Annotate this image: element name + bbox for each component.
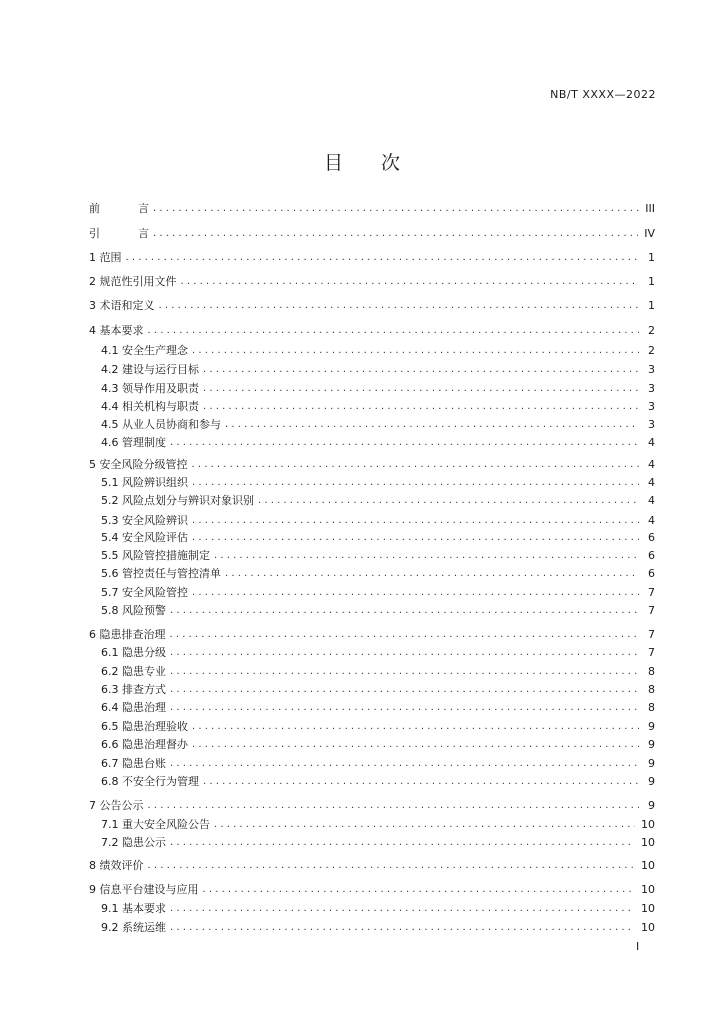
toc-entry[interactable]: [101, 343, 655, 359]
toc-entry-page: 3: [648, 363, 655, 376]
toc-leader-dots: [170, 901, 635, 917]
toc-leader-dots: [214, 817, 635, 833]
toc-entry-label: 4 基本要求: [89, 324, 144, 337]
toc-entry-page: 4: [648, 436, 655, 449]
toc-leader-dots: [153, 226, 638, 242]
toc-leader-dots: [170, 664, 639, 680]
toc-entry-label: 4.2 建设与运行目标: [101, 363, 199, 376]
toc-entry-page: 7: [648, 646, 655, 659]
toc-entry-label: 6.5 隐患治理验收: [101, 720, 188, 733]
toc-entry-label: 4.1 安全生产理念: [101, 344, 188, 357]
toc-entry-label: 5.2 风险点划分与辨识对象识别: [101, 494, 254, 507]
toc-entry[interactable]: [101, 700, 655, 716]
toc-entry-page: 6: [648, 549, 655, 562]
toc-entry-label: 前 言: [89, 202, 149, 215]
toc-entry[interactable]: [101, 774, 655, 790]
toc-entry[interactable]: [101, 719, 655, 735]
toc-leader-dots: [258, 493, 639, 509]
toc-entry[interactable]: [101, 548, 655, 564]
toc-entry-label: 9.2 系统运维: [101, 921, 166, 934]
toc-leader-dots: [170, 835, 635, 851]
toc-entry-page: 8: [648, 683, 655, 696]
toc-entry-label: 6.4 隐患治理: [101, 701, 166, 714]
toc-entry-page: 9: [648, 757, 655, 770]
toc-entry-label: 5.5 风险管控措施制定: [101, 549, 210, 562]
toc-entry-page: 10: [641, 859, 655, 872]
toc-leader-dots: [148, 858, 636, 874]
toc-entry-label: 7.2 隐患公示: [101, 836, 166, 849]
toc-entry-page: 3: [648, 418, 655, 431]
toc-entry-label: 4.4 相关机构与职责: [101, 400, 199, 413]
toc-leader-dots: [170, 627, 640, 643]
toc-entry-page: 10: [641, 818, 655, 831]
toc-entry-label: 5.8 风险预警: [101, 604, 166, 617]
toc-entry-page: 6: [648, 567, 655, 580]
toc-entry-page: 2: [648, 344, 655, 357]
toc-leader-dots: [192, 530, 639, 546]
toc-leader-dots: [170, 682, 639, 698]
toc-leader-dots: [181, 274, 640, 290]
toc-entry-page: 10: [641, 921, 655, 934]
toc-entry[interactable]: [101, 493, 655, 509]
page-title: 目次: [323, 152, 438, 174]
toc-entry-page: 3: [648, 382, 655, 395]
toc-entry-page: 8: [648, 701, 655, 714]
toc-entry-label: 9.1 基本要求: [101, 902, 166, 915]
toc-entry-label: 引 言: [89, 227, 149, 240]
toc-entry[interactable]: [89, 274, 655, 290]
toc-leader-dots: [203, 362, 639, 378]
toc-entry[interactable]: [101, 435, 655, 451]
toc-entry-label: 4.6 管理制度: [101, 436, 166, 449]
toc-leader-dots: [170, 435, 639, 451]
toc-entry-label: 6.6 隐患治理督办: [101, 738, 188, 751]
toc-entry-page: 9: [648, 775, 655, 788]
toc-entry[interactable]: [101, 362, 655, 378]
toc-entry[interactable]: [101, 475, 655, 491]
toc-entry[interactable]: [89, 250, 655, 266]
toc-leader-dots: [225, 566, 639, 582]
toc-entry[interactable]: [89, 858, 655, 874]
toc-entry-page: 2: [648, 324, 655, 337]
toc-leader-dots: [126, 250, 640, 266]
toc-leader-dots: [192, 457, 640, 473]
toc-entry-label: 4.3 领导作用及职责: [101, 382, 199, 395]
toc-entry-page: 9: [648, 720, 655, 733]
toc-entry-label: 5.6 管控责任与管控清单: [101, 567, 221, 580]
toc-entry[interactable]: [101, 645, 655, 661]
toc-entry-label: 6.8 不安全行为管理: [101, 775, 199, 788]
toc-entry[interactable]: [101, 566, 655, 582]
toc-entry-page: IV: [644, 227, 655, 240]
toc-entry-label: 6.3 排查方式: [101, 683, 166, 696]
toc-leader-dots: [148, 798, 640, 814]
toc-leader-dots: [170, 756, 639, 772]
toc-leader-dots: [170, 603, 639, 619]
toc-entry-page: 6: [648, 531, 655, 544]
toc-entry[interactable]: [101, 835, 655, 851]
toc-entry[interactable]: [89, 298, 655, 314]
toc-entry[interactable]: [89, 882, 655, 898]
toc-entry-page: 7: [648, 604, 655, 617]
toc-leader-dots: [203, 381, 639, 397]
toc-entry-label: 6.7 隐患台账: [101, 757, 166, 770]
toc-entry-label: 4.5 从业人员协商和参与: [101, 418, 221, 431]
toc-entry[interactable]: [101, 417, 655, 433]
toc-entry-page: 4: [648, 476, 655, 489]
toc-entry[interactable]: [89, 323, 655, 339]
toc-leader-dots: [203, 774, 639, 790]
toc-entry-page: 3: [648, 400, 655, 413]
toc-entry-label: 6.1 隐患分级: [101, 646, 166, 659]
toc-entry-page: 8: [648, 665, 655, 678]
toc-entry[interactable]: [101, 603, 655, 619]
toc-entry-page: III: [645, 202, 655, 215]
toc-entry[interactable]: [101, 901, 655, 917]
toc-entry-page: 10: [641, 883, 655, 896]
toc-entry-label: 5 安全风险分级管控: [89, 458, 188, 471]
toc-entry-label: 7 公告公示: [89, 799, 144, 812]
page-number: I: [636, 940, 640, 953]
toc-entry-label: 1 范围: [89, 251, 122, 264]
toc-leader-dots: [170, 920, 635, 936]
toc-entry[interactable]: [101, 737, 655, 753]
toc-entry[interactable]: [89, 627, 655, 643]
toc-leader-dots: [192, 475, 639, 491]
toc-leader-dots: [225, 417, 639, 433]
toc-entry-label: 2 规范性引用文件: [89, 275, 177, 288]
toc-entry[interactable]: [89, 798, 655, 814]
toc-leader-dots: [203, 882, 636, 898]
toc-leader-dots: [192, 585, 639, 601]
toc-leader-dots: [170, 645, 639, 661]
toc-entry-page: 1: [648, 299, 655, 312]
toc-entry-label: 7.1 重大安全风险公告: [101, 818, 210, 831]
toc-entry-label: 5.4 安全风险评估: [101, 531, 188, 544]
toc-entry-label: 6.2 隐患专业: [101, 665, 166, 678]
toc-entry[interactable]: [101, 513, 655, 529]
toc-entry[interactable]: [101, 381, 655, 397]
toc-entry[interactable]: [101, 756, 655, 772]
toc-entry-label: 6 隐患排查治理: [89, 628, 166, 641]
toc-entry-label: 3 术语和定义: [89, 299, 155, 312]
toc-leader-dots: [159, 298, 640, 314]
toc-entry-label: 5.1 风险辨识组织: [101, 476, 188, 489]
toc-entry[interactable]: [101, 682, 655, 698]
toc-entry[interactable]: [101, 399, 655, 415]
toc-entry[interactable]: [101, 817, 655, 833]
toc-entry[interactable]: [101, 530, 655, 546]
toc-leader-dots: [148, 323, 640, 339]
toc-entry-label: 9 信息平台建设与应用: [89, 883, 199, 896]
toc-entry-page: 7: [648, 628, 655, 641]
toc-entry[interactable]: [89, 457, 655, 473]
toc-entry-page: 4: [648, 458, 655, 471]
toc-leader-dots: [192, 343, 639, 359]
toc-entry[interactable]: [101, 664, 655, 680]
toc-entry-page: 9: [648, 799, 655, 812]
toc-leader-dots: [192, 737, 639, 753]
toc-leader-dots: [170, 700, 639, 716]
toc-entry-page: 1: [648, 251, 655, 264]
toc-entry-page: 7: [648, 586, 655, 599]
toc-entry-page: 9: [648, 738, 655, 751]
toc-leader-dots: [192, 513, 639, 529]
toc-entry-label: 5.3 安全风险辨识: [101, 514, 188, 527]
document-code: NB/T XXXX—2022: [550, 88, 656, 101]
toc-entry-page: 4: [648, 494, 655, 507]
toc-entry-page: 4: [648, 514, 655, 527]
toc-leader-dots: [153, 201, 639, 217]
toc-entry[interactable]: [89, 201, 655, 217]
toc-leader-dots: [192, 719, 639, 735]
toc-entry-page: 10: [641, 836, 655, 849]
toc-entry-label: 5.7 安全风险管控: [101, 586, 188, 599]
toc-entry-page: 1: [648, 275, 655, 288]
toc-entry-page: 10: [641, 902, 655, 915]
toc-leader-dots: [203, 399, 639, 415]
toc-entry[interactable]: [101, 585, 655, 601]
toc-entry-label: 8 绩效评价: [89, 859, 144, 872]
toc-entry[interactable]: [101, 920, 655, 936]
toc-entry[interactable]: [89, 226, 655, 242]
toc-leader-dots: [214, 548, 639, 564]
